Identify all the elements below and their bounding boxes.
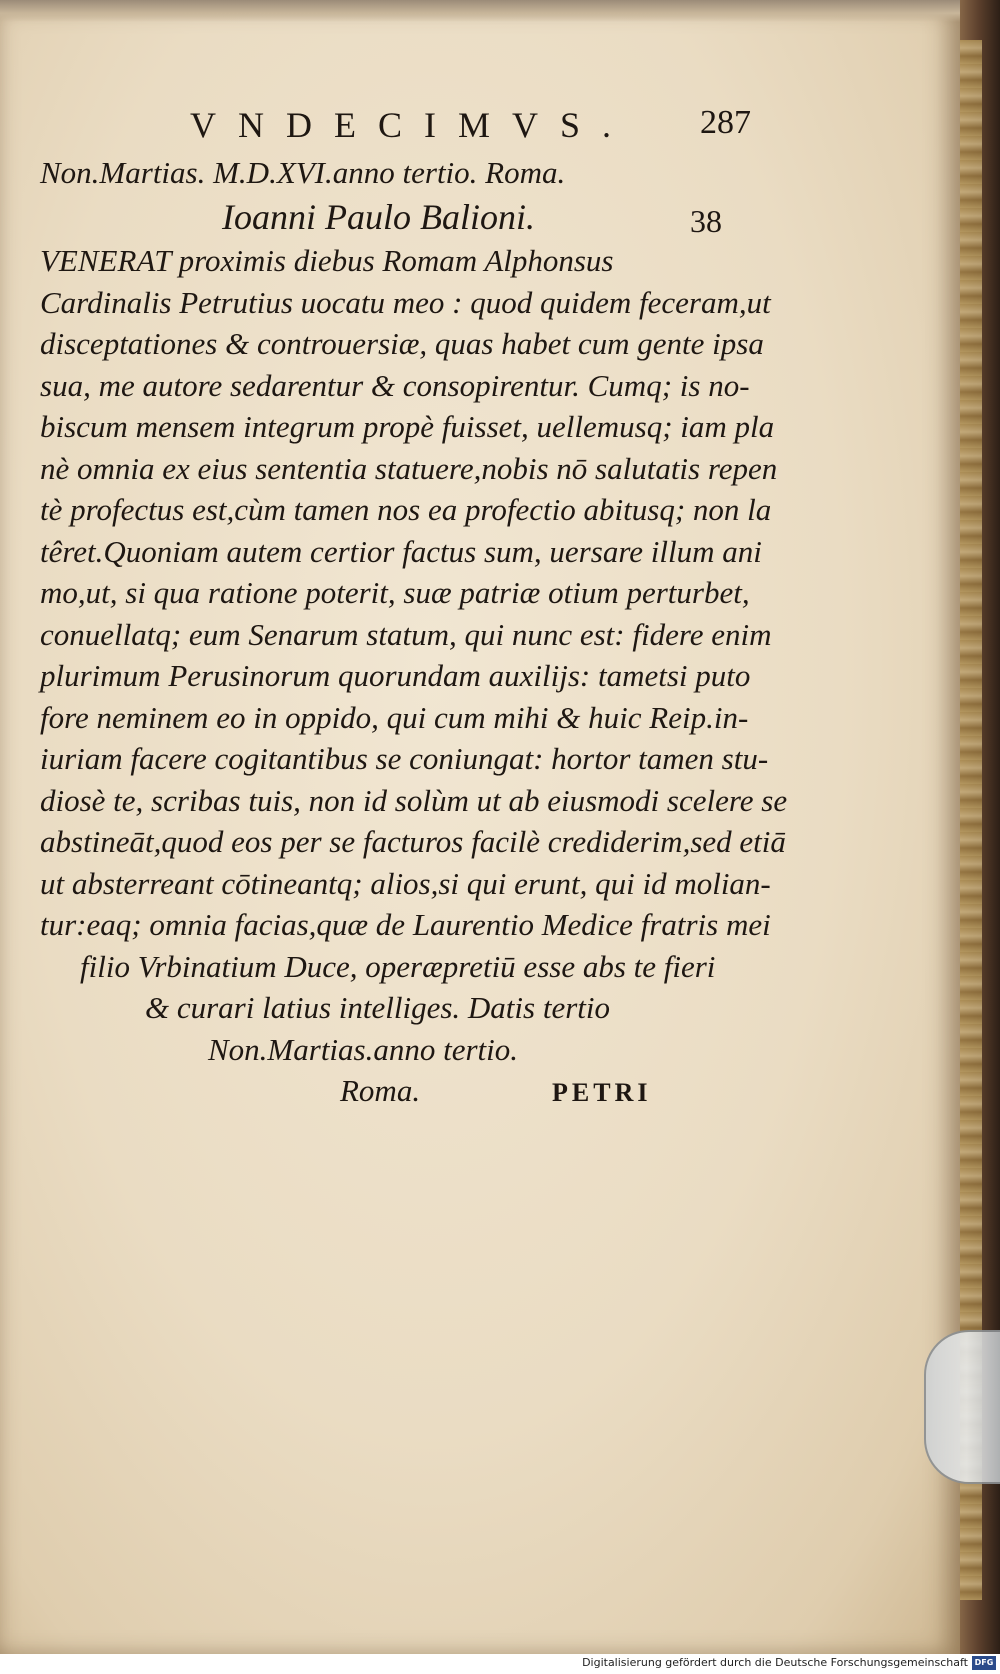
dateline: Non.Martias. M.D.XVI.anno tertio. Roma. bbox=[40, 155, 566, 190]
body-line: Non.Martias.anno tertio. bbox=[208, 1031, 519, 1067]
body-line: iuriam facere cogitantibus se coniungat: hortor tamen stu- bbox=[40, 741, 769, 776]
body-line: conuellatq; eum Senarum statum, qui nunc est: fidere enim bbox=[40, 616, 772, 652]
letter-body bbox=[40, 240, 788, 1112]
body-line: & curari latius intelliges. Datis tertio bbox=[145, 990, 610, 1025]
letter-addressee: Ioanni Paulo Balioni. bbox=[222, 197, 535, 237]
body-line: biscum mensem integrum propè fuisset, uellemusq; iam pla bbox=[40, 409, 775, 444]
body-line: tè profectus est,cùm tamen nos ea profectio abitusq; non la bbox=[40, 492, 772, 527]
body-line: disceptationes & controuersiæ, quas habet cum gente ipsa bbox=[40, 326, 764, 361]
body-line: nè omnia ex eius sententia statuere,nobis nō salutatis repen bbox=[40, 450, 778, 486]
catchword: PETRI bbox=[552, 1078, 652, 1107]
page-clip bbox=[924, 1330, 1000, 1484]
body-line: plurimum Perusinorum quorundam auxilijs: tametsi puto bbox=[40, 658, 751, 693]
page-top-shadow bbox=[0, 0, 960, 22]
footer-credit: Digitalisierung gefördert durch die Deutsche Forschungsgemeinschaft bbox=[582, 1656, 968, 1669]
page-number: 287 bbox=[700, 104, 751, 141]
body-line: ut absterreant cōtineantq; alios,si qui erunt, qui id molian- bbox=[40, 865, 771, 901]
body-line: filio Vrbinatium Duce, operæpretiū esse abs te fieri bbox=[80, 948, 716, 984]
body-line: diosè te, scribas tuis, non id solùm ut ab eiusmodi scelere se bbox=[40, 782, 788, 818]
body-line: Cardinalis Petrutius uocatu meo : quod quidem feceram,ut bbox=[40, 284, 771, 320]
dfg-logo: DFG bbox=[972, 1656, 996, 1670]
body-line: tur:eaq; omnia facias,quæ de Laurentio Medice fratris mei bbox=[40, 907, 771, 942]
running-header: VNDECIMVS. bbox=[190, 105, 634, 145]
body-line: mo,ut, si qua ratione poterit, suæ patriæ otium perturbet, bbox=[40, 575, 750, 610]
body-line: fore neminem eo in oppido, qui cum mihi & huic Reip.in- bbox=[40, 699, 749, 735]
letter-number: 38 bbox=[690, 203, 722, 239]
body-line: VENERAT proximis diebus Romam Alphonsus bbox=[40, 243, 614, 278]
body-line: sua, me autore sedarentur & consopirentur. Cumq; is no- bbox=[40, 367, 750, 403]
footer-bar bbox=[0, 1654, 1000, 1674]
body-line: têret.Quoniam autem certior factus sum, uersare illum ani bbox=[40, 533, 762, 569]
body-line: Roma. bbox=[340, 1073, 421, 1108]
body-line: abstineāt,quod eos per se facturos facilè crediderim,sed etiā bbox=[40, 824, 786, 859]
